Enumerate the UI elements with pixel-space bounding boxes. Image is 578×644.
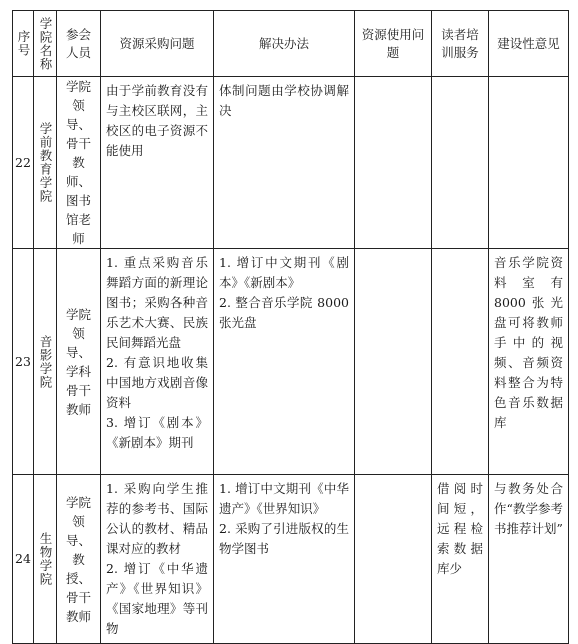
row-suggestions: 音乐学院资料室有8000张光盘可将教师手中的视频、音频资料整合为特色音乐数据库 <box>489 249 569 475</box>
header-usage: 资源使用问题 <box>355 11 432 77</box>
row-usage <box>355 475 432 644</box>
header-procurement: 资源采购问题 <box>101 11 214 77</box>
row-solution: 体制问题由学校协调解决 <box>214 77 355 249</box>
header-training: 读者培训服务 <box>432 11 489 77</box>
row-participants: 学院领导、教授、骨干教师 <box>57 475 101 644</box>
row-procurement: 1. 采购向学生推荐的参考书、国际公认的教材、精品课对应的教材 2. 增订《中华遗产》《世界知识》《国家地理》等刊物 <box>101 475 214 644</box>
header-row <box>13 11 569 77</box>
row-training: 借阅时间短，远程检索数据库少 <box>432 475 489 644</box>
row-solution: 1. 增订中文期刊《中华遗产》《世界知识》 2. 采购了引进版权的生物学图书 <box>214 475 355 644</box>
row-college: 学前教育学院 <box>34 77 57 249</box>
header-index: 序号 <box>13 11 34 77</box>
row-participants: 学院领导、骨干教师、图书馆老师 <box>57 77 101 249</box>
row-index: 23 <box>13 249 34 475</box>
row-college: 音影学院 <box>34 249 57 475</box>
row-usage <box>355 249 432 475</box>
row-index: 24 <box>13 475 34 644</box>
row-procurement: 1. 重点采购音乐舞蹈方面的新理论图书；采购各种音乐艺术大赛、民族民间舞蹈光盘 2. 有意识地收集中国地方戏剧音像资料 3. 增订《剧本》《新剧本》期刊 <box>101 249 214 475</box>
row-suggestions: 与教务处合作“教学参考书推荐计划” <box>489 475 569 644</box>
header-college: 学院名称 <box>34 11 57 77</box>
resource-table <box>12 10 569 644</box>
row-training <box>432 249 489 475</box>
row-training <box>432 77 489 249</box>
row-index: 22 <box>13 77 34 249</box>
table-row <box>13 77 569 249</box>
row-solution: 1. 增订中文期刊《剧本》《新剧本》 2. 整合音乐学院 8000张光盘 <box>214 249 355 475</box>
row-participants: 学院领导、学科骨干教师 <box>57 249 101 475</box>
row-usage <box>355 77 432 249</box>
row-suggestions <box>489 77 569 249</box>
header-participants: 参会人员 <box>57 11 101 77</box>
header-solution: 解决办法 <box>214 11 355 77</box>
row-college: 生物学院 <box>34 475 57 644</box>
table-row <box>13 249 569 475</box>
table-row <box>13 475 569 644</box>
row-procurement: 由于学前教育没有与主校区联网，主校区的电子资源不能使用 <box>101 77 214 249</box>
header-suggestions: 建设性意见 <box>489 11 569 77</box>
